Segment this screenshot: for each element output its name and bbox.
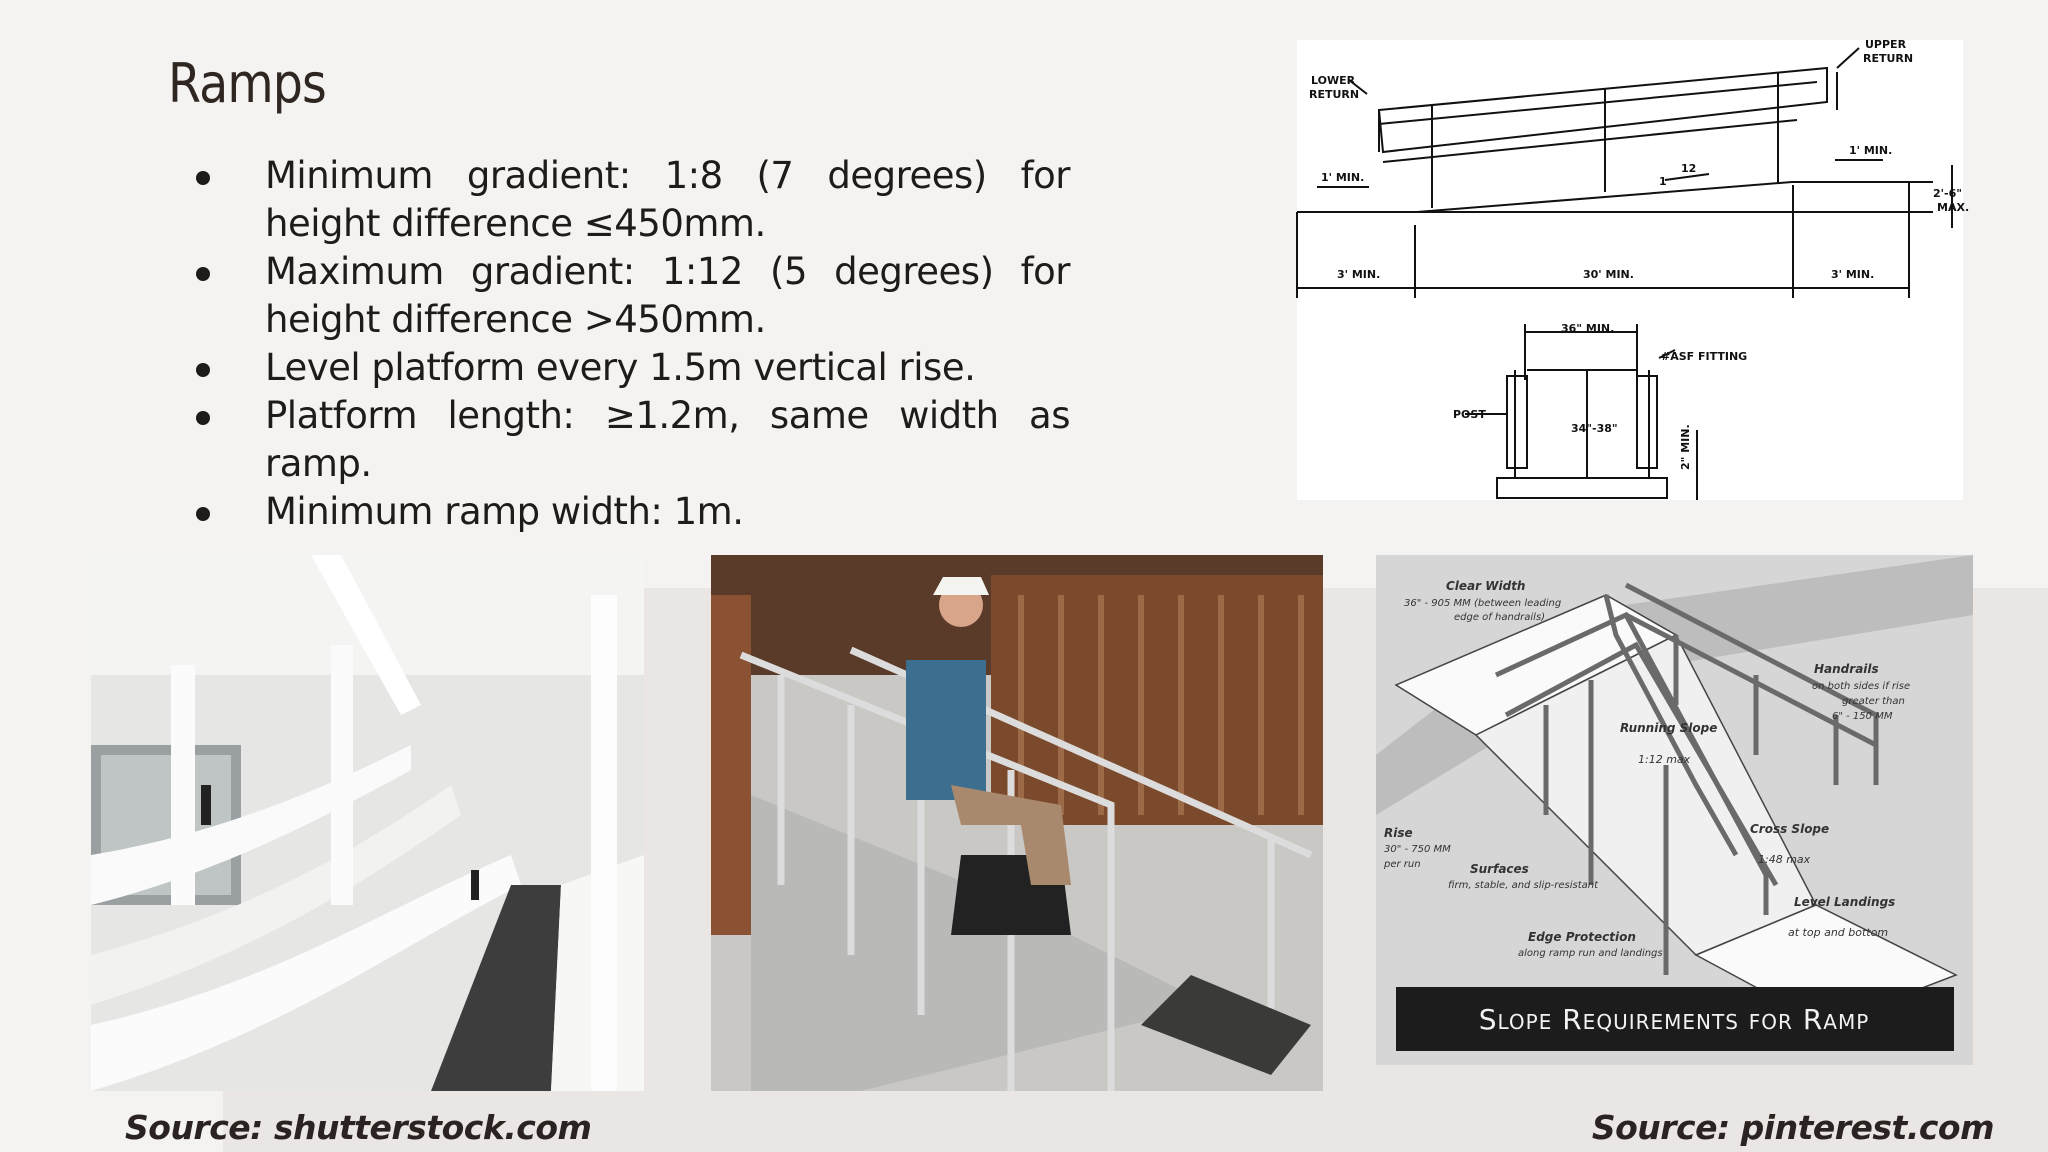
label-upper-return-1: UPPER [1865,38,1907,51]
label-handrails-2: on both sides if rise [1812,681,1911,692]
label-fitting: #ASF FITTING [1661,350,1748,363]
bullet-text: Minimum ramp width: 1m. [265,490,744,533]
label-slope-rise: 1 [1659,175,1667,188]
label-handrails-4: 6" - 150 MM [1832,711,1893,722]
atrium-ramp-photo [91,555,644,1091]
slope-requirements-diagram [1376,555,1973,1065]
label-running-slope-val: 1:12 max [1638,753,1691,766]
source-shutterstock: Source: shutterstock.com [125,1108,592,1147]
label-rise: Rise [1384,826,1413,840]
label-curb-min: 2" MIN. [1679,424,1692,470]
label-cross-slope-val: 1:48 max [1758,853,1811,866]
label-surfaces-2: firm, stable, and slip-resistant [1448,880,1599,891]
aluminum-ramp-svg [711,555,1323,1091]
diagram-banner-title: Slope Requirements for Ramp [1478,1003,1870,1036]
label-level-landings: Level Landings [1794,895,1896,909]
bullet-text: Platform length: ≥1.2m, same width as ramp. [265,394,1070,485]
label-edge-protection: Edge Protection [1528,930,1636,944]
label-rise-2: 30" - 750 MM [1384,844,1451,855]
label-dim-center: 30' MIN. [1583,268,1634,281]
label-cross-slope: Cross Slope [1750,822,1830,836]
label-clear-width: Clear Width [1446,579,1526,593]
label-lower-return-1: LOWER [1311,74,1356,87]
slope-requirements-svg [1376,555,1973,1065]
bullet-dot-icon [196,267,210,281]
bullet-text: Level platform every 1.5m vertical rise. [265,346,976,389]
label-handrails-3: greater than [1842,696,1905,707]
bullet-dot-icon [196,363,210,377]
label-rise-3: per run [1384,859,1421,870]
slide-title: Ramps [168,52,326,115]
label-one-ft-min-left: 1' MIN. [1321,171,1365,184]
bullet-dot-icon [196,411,210,425]
bullet-text: Minimum gradient: 1:8 (7 degrees) for height difference ≤450mm. [265,154,1070,245]
ramp-elevation-svg [1297,38,1970,500]
bullet-item [190,488,1070,536]
label-width-min: 36" MIN. [1561,322,1615,335]
label-clear-width-2: 36" - 905 MM (between leading [1404,598,1562,609]
label-max-height-2: MAX. [1937,201,1970,214]
source-pinterest: Source: pinterest.com [1591,1108,1994,1147]
bullet-item [190,152,1070,248]
label-upper-return-2: RETURN [1863,52,1914,65]
label-lower-return-2: RETURN [1309,88,1360,101]
bullet-item [190,248,1070,344]
bullet-item [190,344,1070,392]
label-clear-width-3: edge of handrails) [1454,612,1546,623]
bullet-item [190,392,1070,488]
label-dim-right: 3' MIN. [1831,268,1875,281]
ramp-elevation-drawing [1297,38,1970,500]
label-running-slope: Running Slope [1620,721,1718,735]
label-edge-protection-2: along ramp run and landings [1518,948,1663,959]
label-post: POST [1453,408,1486,421]
bullet-text: Maximum gradient: 1:12 (5 degrees) for height difference >450mm. [265,250,1070,341]
label-max-height-1: 2'-6" [1933,187,1962,200]
label-level-landings-2: at top and bottom [1788,926,1889,939]
bullet-list [190,152,1070,536]
label-slope-run: 12 [1681,162,1697,175]
atrium-ramp-svg [91,555,644,1091]
bullet-dot-icon [196,507,210,521]
label-one-ft-min-right: 1' MIN. [1849,144,1893,157]
label-dim-left: 3' MIN. [1337,268,1381,281]
bullet-dot-icon [196,171,210,185]
aluminum-ramp-photo [711,555,1323,1091]
label-surfaces: Surfaces [1470,862,1529,876]
label-handrails: Handrails [1814,662,1879,676]
label-rail-height: 34"-38" [1571,422,1618,435]
